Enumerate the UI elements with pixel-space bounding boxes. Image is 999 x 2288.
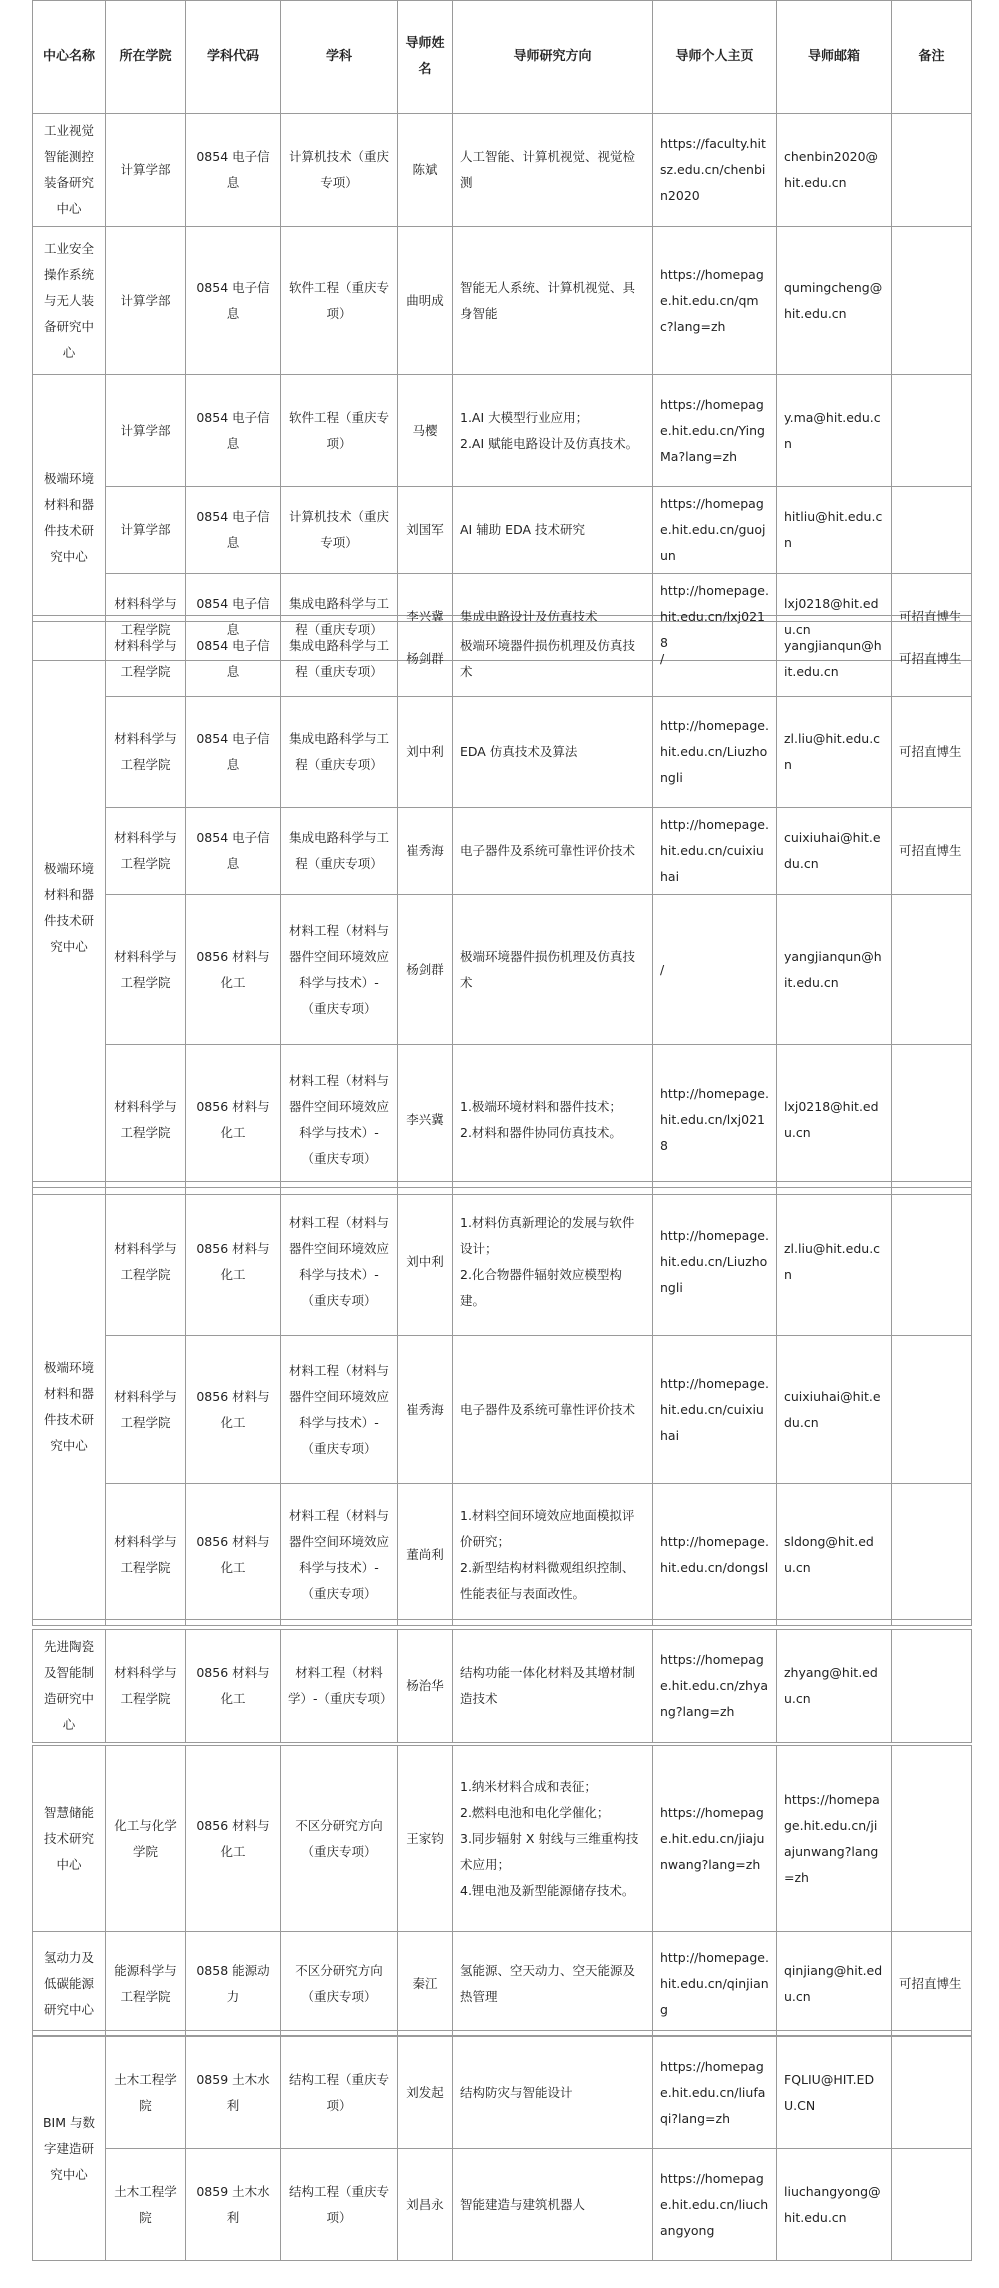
header-subject: 学科 bbox=[281, 1, 398, 114]
center-cell: BIM 与数字建造研究中心 bbox=[33, 2037, 106, 2261]
direction-line: 3.同步辐射 X 射线与三维重构技术应用； bbox=[460, 1830, 639, 1872]
direction-line: 电子器件及系统可靠性评价技术 bbox=[460, 1401, 636, 1417]
homepage-link[interactable]: / bbox=[653, 895, 777, 1045]
direction-line: EDA 仿真技术及算法 bbox=[460, 744, 578, 759]
direction-cell bbox=[453, 227, 653, 375]
tutor-cell: 杨剑群 bbox=[398, 622, 453, 697]
homepage-link[interactable]: http://homepage.hit.edu.cn/cuixiuhai bbox=[653, 808, 777, 895]
school-cell: 材料科学与工程学院 bbox=[106, 1630, 186, 1743]
direction-cell bbox=[453, 1336, 653, 1484]
table-row bbox=[33, 1188, 972, 1336]
table-row bbox=[33, 1630, 972, 1743]
table-row bbox=[33, 2149, 972, 2261]
direction-line: 1.纳米材料合成和表征； bbox=[460, 1778, 597, 1794]
note-cell bbox=[892, 375, 972, 487]
homepage-link[interactable]: https://homepage.hit.edu.cn/liuchangyong bbox=[653, 2149, 777, 2261]
email-link[interactable]: y.ma@hit.edu.cn bbox=[777, 375, 892, 487]
note-cell bbox=[892, 1188, 972, 1336]
direction-cell bbox=[453, 114, 653, 227]
table-row bbox=[33, 1746, 972, 1932]
email-link[interactable]: sldong@hit.edu.cn bbox=[777, 1484, 892, 1626]
subject-cell: 集成电路科学与工程（重庆专项） bbox=[281, 622, 398, 697]
direction-line: 2.化合物器件辐射效应模型构建。 bbox=[460, 1266, 622, 1308]
school-cell: 材料科学与工程学院 bbox=[106, 1188, 186, 1336]
subject-cell: 集成电路科学与工程（重庆专项） bbox=[281, 574, 398, 661]
direction-line: 1.AI 大模型行业应用； bbox=[460, 409, 589, 425]
note-cell bbox=[892, 114, 972, 227]
email-link[interactable]: liuchangyong@hit.edu.cn bbox=[777, 2149, 892, 2261]
direction-line: 1.材料空间环境效应地面模拟评价研究； bbox=[460, 1507, 635, 1549]
email-link[interactable]: cuixiuhai@hit.edu.cn bbox=[777, 1336, 892, 1484]
center-cell: 极端环境材料和器件技术研究中心 bbox=[33, 1188, 106, 1626]
table-row bbox=[33, 808, 972, 895]
direction-line: 极端环境器件损伤机理及仿真技术 bbox=[460, 638, 636, 679]
direction-line: 智能无人系统、计算机视觉、具身智能 bbox=[460, 279, 636, 321]
email-link[interactable]: zl.liu@hit.edu.cn bbox=[777, 697, 892, 808]
note-cell bbox=[892, 1045, 972, 1195]
subject-cell: 材料工程（材料学）-（重庆专项） bbox=[281, 1630, 398, 1743]
direction-cell bbox=[453, 1188, 653, 1336]
subject-cell: 材料工程（材料与器件空间环境效应科学与技术）-（重庆专项） bbox=[281, 895, 398, 1045]
direction-cell bbox=[453, 808, 653, 895]
school-cell: 材料科学与工程学院 bbox=[106, 622, 186, 697]
direction-cell bbox=[453, 2037, 653, 2149]
direction-line: 电子器件及系统可靠性评价技术 bbox=[460, 843, 636, 858]
homepage-link[interactable]: http://homepage.hit.edu.cn/lxj0218 bbox=[653, 1045, 777, 1195]
table-row bbox=[33, 622, 972, 697]
email-link[interactable]: qinjiang@hit.edu.cn bbox=[777, 1932, 892, 2036]
email-link[interactable]: lxj0218@hit.edu.cn bbox=[777, 574, 892, 661]
email-link[interactable]: lxj0218@hit.edu.cn bbox=[777, 1045, 892, 1195]
direction-line: AI 辅助 EDA 技术研究 bbox=[460, 522, 586, 537]
table-row bbox=[33, 697, 972, 808]
homepage-link[interactable]: http://homepage.hit.edu.cn/Liuzhongli bbox=[653, 1188, 777, 1336]
subject-cell: 软件工程（重庆专项） bbox=[281, 227, 398, 375]
tutor-table-section-1 bbox=[32, 0, 972, 661]
code-cell: 0859 土木水利 bbox=[186, 2037, 281, 2149]
note-cell bbox=[892, 1484, 972, 1626]
email-link[interactable]: FQLIU@HIT.EDU.CN bbox=[777, 2037, 892, 2149]
email-link[interactable]: zl.liu@hit.edu.cn bbox=[777, 1188, 892, 1336]
homepage-link[interactable]: http://homepage.hit.edu.cn/Liuzhongli bbox=[653, 697, 777, 808]
email-link[interactable]: qumingcheng@hit.edu.cn bbox=[777, 227, 892, 375]
subject-cell: 集成电路科学与工程（重庆专项） bbox=[281, 808, 398, 895]
note-cell bbox=[892, 2037, 972, 2149]
homepage-link[interactable]: https://homepage.hit.edu.cn/YingMa?lang=zh bbox=[653, 375, 777, 487]
homepage-link[interactable]: https://homepage.hit.edu.cn/liufaqi?lang=zh bbox=[653, 2037, 777, 2149]
note-cell bbox=[892, 1630, 972, 1743]
direction-line: 智能建造与建筑机器人 bbox=[460, 2196, 586, 2212]
school-cell: 土木工程学院 bbox=[106, 2149, 186, 2261]
tutor-cell: 崔秀海 bbox=[398, 1336, 453, 1484]
tutor-table-section-2 bbox=[32, 621, 972, 1195]
code-cell: 0854 电子信息 bbox=[186, 114, 281, 227]
school-cell: 材料科学与工程学院 bbox=[106, 1484, 186, 1626]
direction-line: 集成电路设计及仿真技术 bbox=[460, 609, 598, 624]
tutor-cell: 刘发起 bbox=[398, 2037, 453, 2149]
note-cell: 可招直博生 bbox=[892, 574, 972, 661]
tutor-cell: 董尚利 bbox=[398, 1484, 453, 1626]
code-cell: 0854 电子信息 bbox=[186, 227, 281, 375]
note-cell bbox=[892, 227, 972, 375]
center-cell: 极端环境材料和器件技术研究中心 bbox=[33, 622, 106, 1195]
direction-line: 1.极端环境材料和器件技术； bbox=[460, 1098, 622, 1114]
tutor-table-section-4 bbox=[32, 1629, 972, 1743]
note-cell: 可招直博生 bbox=[892, 697, 972, 808]
code-cell: 0856 材料与化工 bbox=[186, 895, 281, 1045]
email-link[interactable]: chenbin2020@hit.edu.cn bbox=[777, 114, 892, 227]
direction-cell bbox=[453, 1484, 653, 1626]
code-cell: 0854 电子信息 bbox=[186, 808, 281, 895]
code-cell: 0856 材料与化工 bbox=[186, 1336, 281, 1484]
school-cell: 能源科学与工程学院 bbox=[106, 1932, 186, 2036]
center-cell: 工业安全操作系统与无人装备研究中心 bbox=[33, 227, 106, 375]
homepage-link[interactable]: https://faculty.hitsz.edu.cn/chenbin2020 bbox=[653, 114, 777, 227]
tutor-cell: 秦江 bbox=[398, 1932, 453, 2036]
school-cell: 土木工程学院 bbox=[106, 2037, 186, 2149]
header-note: 备注 bbox=[892, 1, 972, 114]
direction-line: 2.新型结构材料微观组织控制、性能表征与表面改性。 bbox=[460, 1559, 635, 1601]
code-cell: 0856 材料与化工 bbox=[186, 1746, 281, 1932]
center-cell: 氢动力及低碳能源研究中心 bbox=[33, 1932, 106, 2036]
subject-cell: 计算机技术（重庆专项） bbox=[281, 114, 398, 227]
direction-cell bbox=[453, 1045, 653, 1195]
school-cell: 材料科学与工程学院 bbox=[106, 1045, 186, 1195]
table-row bbox=[33, 1336, 972, 1484]
school-cell: 材料科学与工程学院 bbox=[106, 1336, 186, 1484]
subject-cell: 材料工程（材料与器件空间环境效应科学与技术）-（重庆专项） bbox=[281, 1484, 398, 1626]
email-link[interactable]: yangjianqun@hit.edu.cn bbox=[777, 895, 892, 1045]
direction-line: 2.AI 赋能电路设计及仿真技术。 bbox=[460, 435, 639, 451]
center-cell: 极端环境材料和器件技术研究中心 bbox=[33, 375, 106, 661]
tutor-cell: 马樱 bbox=[398, 375, 453, 487]
subject-cell: 不区分研究方向（重庆专项） bbox=[281, 1746, 398, 1932]
direction-cell bbox=[453, 1746, 653, 1932]
email-link[interactable]: zhyang@hit.edu.cn bbox=[777, 1630, 892, 1743]
tutor-cell: 刘国军 bbox=[398, 487, 453, 574]
code-cell: 0854 电子信息 bbox=[186, 487, 281, 574]
header-email: 导师邮箱 bbox=[777, 1, 892, 114]
tutor-cell: 王家钧 bbox=[398, 1746, 453, 1932]
code-cell: 0856 材料与化工 bbox=[186, 1045, 281, 1195]
table-row bbox=[33, 375, 972, 487]
direction-line: 1.材料仿真新理论的发展与软件设计； bbox=[460, 1214, 635, 1256]
code-cell: 0856 材料与化工 bbox=[186, 1630, 281, 1743]
subject-cell: 计算机技术（重庆专项） bbox=[281, 487, 398, 574]
code-cell: 0854 电子信息 bbox=[186, 622, 281, 697]
header-center: 中心名称 bbox=[33, 1, 106, 114]
school-cell: 计算学部 bbox=[106, 227, 186, 375]
homepage-link[interactable]: http://homepage.hit.edu.cn/dongsl bbox=[653, 1484, 777, 1626]
table-row bbox=[33, 1045, 972, 1195]
code-cell: 0856 材料与化工 bbox=[186, 1188, 281, 1336]
direction-cell bbox=[453, 487, 653, 574]
direction-line: 极端环境器件损伤机理及仿真技术 bbox=[460, 948, 636, 990]
header-tutor: 导师姓名 bbox=[398, 1, 453, 114]
header-school: 所在学院 bbox=[106, 1, 186, 114]
center-cell: 工业视觉智能测控装备研究中心 bbox=[33, 114, 106, 227]
email-link[interactable]: yangjianqun@hit.edu.cn bbox=[777, 622, 892, 697]
direction-cell bbox=[453, 697, 653, 808]
email-link[interactable]: hitliu@hit.edu.cn bbox=[777, 487, 892, 574]
school-cell: 材料科学与工程学院 bbox=[106, 574, 186, 661]
code-cell: 0856 材料与化工 bbox=[186, 1484, 281, 1626]
note-cell: 可招直博生 bbox=[892, 1932, 972, 2036]
tutor-cell: 李兴冀 bbox=[398, 574, 453, 661]
school-cell: 材料科学与工程学院 bbox=[106, 895, 186, 1045]
tutor-cell: 崔秀海 bbox=[398, 808, 453, 895]
homepage-link[interactable]: / bbox=[653, 622, 777, 697]
table-row bbox=[33, 895, 972, 1045]
center-cell: 先进陶瓷及智能制造研究中心 bbox=[33, 1630, 106, 1743]
email-link[interactable]: cuixiuhai@hit.edu.cn bbox=[777, 808, 892, 895]
tutor-table-section-5 bbox=[32, 1745, 972, 2036]
direction-line: 2.材料和器件协同仿真技术。 bbox=[460, 1124, 622, 1140]
table-row bbox=[33, 1484, 972, 1626]
school-cell: 材料科学与工程学院 bbox=[106, 808, 186, 895]
table-header-row bbox=[33, 1, 972, 114]
direction-line: 人工智能、计算机视觉、视觉检测 bbox=[460, 149, 636, 190]
subject-cell: 不区分研究方向（重庆专项） bbox=[281, 1932, 398, 2036]
tutor-table-section-3 bbox=[32, 1187, 972, 1626]
direction-cell bbox=[453, 2149, 653, 2261]
tutor-cell: 杨治华 bbox=[398, 1630, 453, 1743]
subject-cell: 材料工程（材料与器件空间环境效应科学与技术）-（重庆专项） bbox=[281, 1188, 398, 1336]
subject-cell: 材料工程（材料与器件空间环境效应科学与技术）-（重庆专项） bbox=[281, 1045, 398, 1195]
direction-cell bbox=[453, 622, 653, 697]
direction-cell bbox=[453, 895, 653, 1045]
direction-line: 氢能源、空天动力、空天能源及热管理 bbox=[460, 1962, 636, 2004]
subject-cell: 结构工程（重庆专项） bbox=[281, 2149, 398, 2261]
subject-cell: 材料工程（材料与器件空间环境效应科学与技术）-（重庆专项） bbox=[281, 1336, 398, 1484]
school-cell: 化工与化学学院 bbox=[106, 1746, 186, 1932]
subject-cell: 集成电路科学与工程（重庆专项） bbox=[281, 697, 398, 808]
homepage-link[interactable]: http://homepage.hit.edu.cn/cuixiuhai bbox=[653, 1336, 777, 1484]
note-cell bbox=[892, 2149, 972, 2261]
school-cell: 计算学部 bbox=[106, 487, 186, 574]
homepage-link[interactable]: https://homepage.hit.edu.cn/zhyang?lang=zh bbox=[653, 1630, 777, 1743]
code-cell: 0858 能源动力 bbox=[186, 1932, 281, 2036]
table-row bbox=[33, 114, 972, 227]
tutor-cell: 李兴冀 bbox=[398, 1045, 453, 1195]
school-cell: 材料科学与工程学院 bbox=[106, 697, 186, 808]
homepage-link[interactable]: https://homepage.hit.edu.cn/qmc?lang=zh bbox=[653, 227, 777, 375]
header-direction: 导师研究方向 bbox=[453, 1, 653, 114]
homepage-link[interactable]: https://homepage.hit.edu.cn/guojun bbox=[653, 487, 777, 574]
tutor-cell: 陈斌 bbox=[398, 114, 453, 227]
table-row bbox=[33, 1932, 972, 2036]
tutor-table-section-6 bbox=[32, 2036, 972, 2261]
note-cell bbox=[892, 895, 972, 1045]
school-cell: 计算学部 bbox=[106, 114, 186, 227]
direction-cell bbox=[453, 1932, 653, 2036]
direction-line: 结构功能一体化材料及其增材制造技术 bbox=[460, 1665, 636, 1706]
header-code: 学科代码 bbox=[186, 1, 281, 114]
note-cell: 可招直博生 bbox=[892, 622, 972, 697]
direction-line: 2.燃料电池和电化学催化； bbox=[460, 1804, 610, 1820]
note-cell: 可招直博生 bbox=[892, 808, 972, 895]
code-cell: 0854 电子信息 bbox=[186, 574, 281, 661]
note-cell bbox=[892, 487, 972, 574]
tutor-cell: 曲明成 bbox=[398, 227, 453, 375]
note-cell bbox=[892, 1746, 972, 1932]
direction-line: 结构防灾与智能设计 bbox=[460, 2084, 573, 2100]
center-cell: 智慧储能技术研究中心 bbox=[33, 1746, 106, 1932]
tutor-cell: 刘中利 bbox=[398, 1188, 453, 1336]
direction-cell bbox=[453, 1630, 653, 1743]
email-link[interactable]: https://homepage.hit.edu.cn/jiajunwang?lang=zh bbox=[777, 1746, 892, 1932]
table-row bbox=[33, 487, 972, 574]
homepage-link[interactable]: http://homepage.hit.edu.cn/lxj0218 bbox=[653, 574, 777, 661]
homepage-link[interactable]: http://homepage.hit.edu.cn/qinjiang bbox=[653, 1932, 777, 2036]
direction-cell bbox=[453, 375, 653, 487]
tutor-cell: 杨剑群 bbox=[398, 895, 453, 1045]
header-homepage: 导师个人主页 bbox=[653, 1, 777, 114]
code-cell: 0854 电子信息 bbox=[186, 375, 281, 487]
subject-cell: 结构工程（重庆专项） bbox=[281, 2037, 398, 2149]
school-cell: 计算学部 bbox=[106, 375, 186, 487]
code-cell: 0854 电子信息 bbox=[186, 697, 281, 808]
table-row bbox=[33, 2037, 972, 2149]
direction-line: 4.锂电池及新型能源储存技术。 bbox=[460, 1882, 635, 1898]
code-cell: 0859 土木水利 bbox=[186, 2149, 281, 2261]
table-row bbox=[33, 227, 972, 375]
subject-cell: 软件工程（重庆专项） bbox=[281, 375, 398, 487]
tutor-cell: 刘中利 bbox=[398, 697, 453, 808]
tutor-cell: 刘昌永 bbox=[398, 2149, 453, 2261]
homepage-link[interactable]: https://homepage.hit.edu.cn/jiajunwang?lang=zh bbox=[653, 1746, 777, 1932]
note-cell bbox=[892, 1336, 972, 1484]
